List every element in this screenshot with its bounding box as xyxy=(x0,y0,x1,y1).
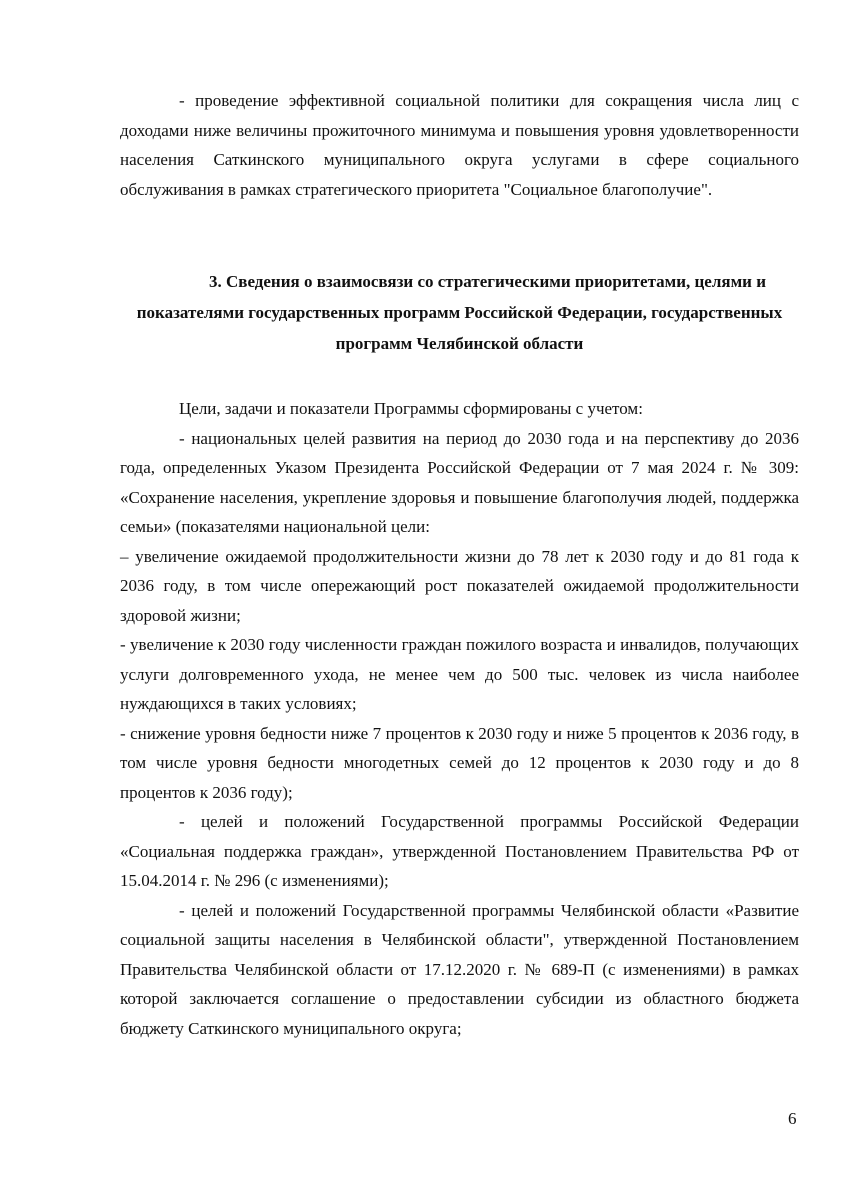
body-paragraph: – увеличение ожидаемой продолжительности жизни до 78 лет к 2030 году и до 81 года к 2036 году, в том числе опережающий рост показателей ожидаемой продолжительности здоровой жизни; xyxy=(120,546,799,625)
section-heading xyxy=(120,266,799,359)
body-paragraph: - целей и положений Государственной программы Российской Федерации «Социальная поддержка граждан», утвержденной Постановлением Правительства РФ от 15.04.2014 г. № 296 (с изменениями); xyxy=(120,812,799,890)
document-page xyxy=(120,86,799,1043)
body-paragraph: - увеличение к 2030 году численности граждан пожилого возраста и инвалидов, получающих услуги долговременного ухода, не менее чем до 500 тыс. человек из числа наиболее нуждающихся в таких условиях; xyxy=(120,635,799,713)
intro-paragraph: - проведение эффективной социальной политики для сокращения числа лиц с доходами ниже величины прожиточного минимума и повышения уровня удовлетворенности населения Саткинского муниципального округа услугами в сфере социального обслуживания в рамках стратегического приоритета "Социальное благополучие". xyxy=(120,91,799,199)
page-number: 6 xyxy=(788,1109,797,1128)
body-paragraph: - национальных целей развития на период до 2030 года и на перспективу до 2036 года, определенных Указом Президента Российской Федерации от 7 мая 2024 г. № 309: «Сохранение населения, укрепление здоровья и повышение благополучия людей, поддержка семьи» (показателями национальной цели: xyxy=(120,428,799,536)
body-paragraph: - снижение уровня бедности ниже 7 процентов к 2030 году и ниже 5 процентов к 2036 году, в том числе уровня бедности многодетных семей до 12 процентов к 2030 году и до 8 процентов к 2036 году); xyxy=(120,723,799,802)
section-heading-line: программ Челябинской области xyxy=(335,334,584,353)
section-heading-line: 3. Сведения о взаимосвязи со стратегическими приоритетами, целями и xyxy=(209,272,766,291)
body-paragraph: - целей и положений Государственной программы Челябинской области «Развитие социальной защиты населения в Челябинской области", утвержденной Постановлением Правительства Челябинской области от 17.12.2020 г. № 689-П (с изменениями) в рамках которой заключается соглашение о предоставлении субсидии из областного бюджета бюджету Саткинского муниципального округа; xyxy=(120,900,799,1038)
body-paragraph: Цели, задачи и показатели Программы сформированы с учетом: xyxy=(179,399,643,418)
section-body xyxy=(120,394,799,1043)
section-heading-line: показателями государственных программ Российской Федерации, государственных xyxy=(136,303,783,322)
